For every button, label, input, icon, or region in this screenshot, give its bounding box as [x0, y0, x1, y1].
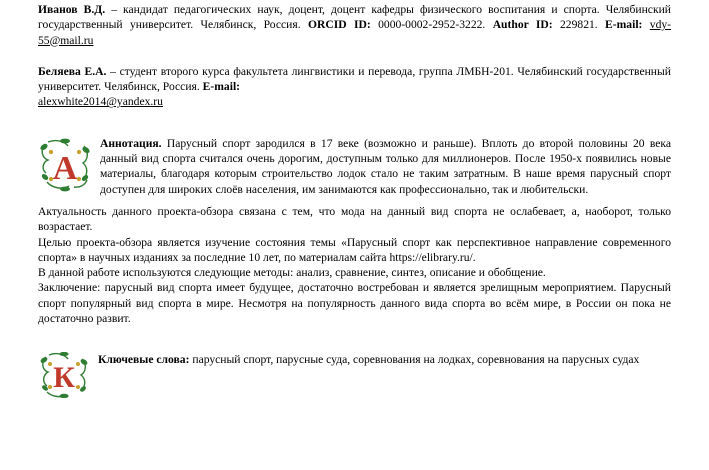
author-2-email-value[interactable]: alexwhite2014@yandex.ru	[38, 95, 163, 109]
keywords-block	[38, 352, 671, 398]
annotation-block	[38, 136, 671, 197]
keywords-text	[38, 352, 671, 367]
author-1-name: Иванов В.Д.	[38, 3, 106, 16]
author-1-email-value[interactable]: vdy-55@mail.ru	[38, 18, 672, 47]
keywords-heading: Ключевые слова:	[98, 353, 190, 367]
author-2-email-label: E-mail:	[202, 80, 241, 94]
author-2-name: Беляева Е.А.	[38, 64, 107, 78]
keywords-list: парусный спорт, парусные суда, соревнования на лодках, соревнования на парусных судах	[192, 353, 640, 367]
svg-text:А: А	[52, 149, 78, 187]
annotation-text	[38, 136, 671, 197]
annotation-paragraph-3: Целью проекта-обзора является изучение состояния темы «Парусный спорт как перспективное направление современного спорта» в научных изданиях за последние 10 лет, по материалам сайта https://elibrary.ru/.	[38, 235, 671, 264]
svg-text:К: К	[53, 361, 75, 395]
author-1-orcid-label: ORCID ID:	[307, 18, 371, 32]
decorative-dropcap-k-icon	[38, 352, 90, 398]
author-1-authorid-value: 229821.	[560, 18, 598, 32]
annotation-paragraph-4: В данной работе используются следующие методы: анализ, сравнение, синтез, описание и обобщение.	[38, 266, 546, 280]
spacer	[38, 326, 671, 342]
author-block-1	[38, 0, 671, 48]
annotation-paragraph-2: Актуальность данного проекта-обзора связана с тем, что мода на данный вид спорта не ослабевает, а, наоборот, только возрастает.	[38, 204, 671, 234]
annotation-paragraph-1: Парусный спорт зародился в 17 веке (возможно и раньше). Вплоть до второй половины 20 века данный вид спорта считался очень дорогим, доступным только для миллионеров. После 1950-х появились новые материалы, благодаря которым строительство лодок стало не таким затратным. В наше время парусный спорт доступен для широких слоёв населения, им занимаются как профессионально, так и любительски.	[100, 136, 671, 196]
annotation-heading: Аннотация.	[100, 136, 162, 150]
author-1-orcid-value: 0000-0002-2952-3222.	[378, 18, 486, 32]
author-2-paragraph	[38, 64, 671, 95]
author-2-affiliation: – студент второго курса факультета лингвистики и перевода, группа ЛМБН-201. Челябинский государственный университет. Челябинск, Россия.	[38, 64, 671, 94]
spacer	[38, 110, 671, 136]
author-1-email-label: E-mail:	[605, 18, 643, 32]
author-1-authorid-label: Author ID:	[492, 18, 553, 32]
author-2-email-line	[38, 94, 671, 109]
decorative-dropcap-a-icon	[38, 138, 92, 192]
author-1-paragraph	[38, 2, 671, 48]
annotation-paragraph-5: Заключение: парусный вид спорта имеет будущее, достаточно востребован и является зрелищным мероприятием. Парусный спорт популярный вид спорта в мире. Несмотря на популярность данного вида спорта во всём мире, в России он пока не достаточно развит.	[38, 281, 671, 326]
author-1-affiliation: – кандидат педагогических наук, доцент, доцент кафедры физического воспитания и спорта. Челябинский государственный университет. Челябинск, Россия.	[38, 3, 671, 32]
spacer	[38, 48, 671, 64]
author-block-2	[38, 64, 671, 110]
